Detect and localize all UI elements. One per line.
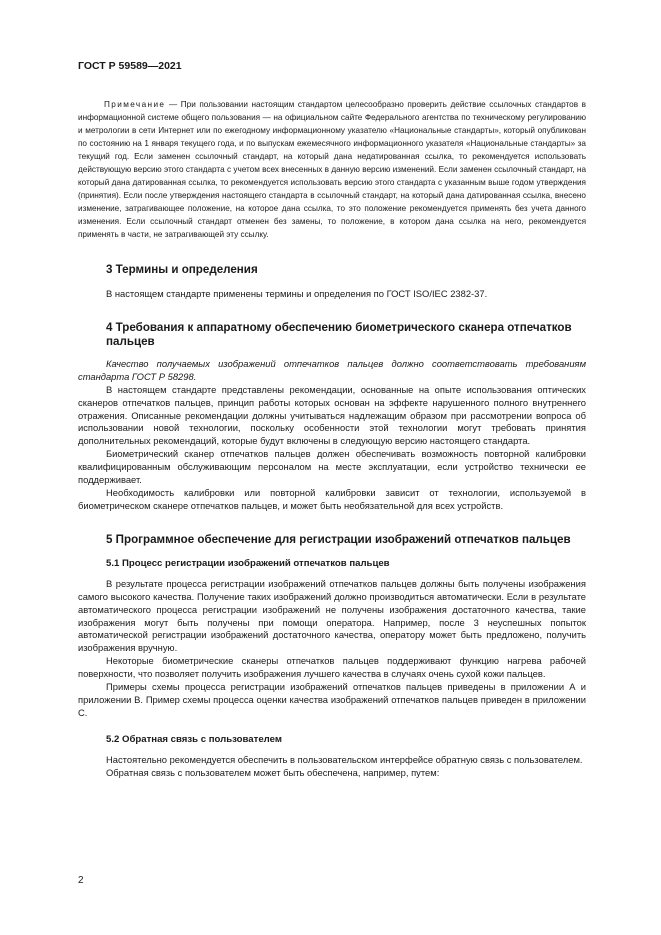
section-4-paragraph-1: Качество получаемых изображений отпечатков пальцев должно соответствовать требованиям стандарта ГОСТ Р 58298. <box>78 357 586 382</box>
document-code-header: ГОСТ Р 59589—2021 <box>78 60 182 72</box>
subsection-5-1-paragraph-2: Некоторые биометрические сканеры отпечатков пальцев поддерживают функцию нагрева рабочей поверхности, что позволяет получить изображения лучшего качества в случаях очень сухой кожи пальцев. <box>78 655 586 680</box>
subsection-5-1-title: 5.1 Процесс регистрации изображений отпечатков пальцев <box>106 557 390 569</box>
page-content <box>78 98 586 780</box>
subsection-5-1-paragraph-1: В результате процесса регистрации изображений отпечатков пальцев должны быть получены изображения самого высокого качества. Получение таких изображений должно производиться автоматически. Если в результате автоматического процесса регистрации изображений не получены изображения достаточного качества, такие изображения могут быть получены при помощи оператора. Например, после 3 неуспешных попыток автоматической регистрации изображений достаточного качества, оператору может быть предложено, получить изображения вручную. <box>78 577 586 654</box>
subsection-5-2-paragraph-1: Настоятельно рекомендуется обеспечить в пользовательском интерфейсе обратную связь с пользователем. <box>106 753 583 765</box>
subsection-5-1-paragraph-3: Примеры схемы процесса регистрации изображений отпечатков пальцев приведены в приложении А и приложении В. Пример схемы процесса оценки качества изображений отпечатков пальцев приведен в приложении С. <box>78 681 586 718</box>
page-number: 2 <box>78 875 84 886</box>
note-label: Примечание <box>104 100 166 109</box>
section-4-paragraph-2: В настоящем стандарте представлены рекомендации, основанные на опыте использования оптических сканеров отпечатков пальцев, принцип работы которых основан на эффекте нарушенного полного внутреннего отражения. Описанные рекомендации должны учитываться надлежащим образом при рассмотрении вопроса об использовании новой технологии, поскольку особенности этой технологии могут требовать принятия дополнительных рекомендаций, которые будут включены в следующую версию настоящего стандарта. <box>78 383 586 447</box>
section-4-title: 4 Требования к аппаратному обеспечению биометрического сканера отпечатков пальцев <box>106 320 572 348</box>
note-text: — При пользовании настоящим стандартом целесообразно проверить действие ссылочных стандартов в информационной системе общего пользования — на официальном сайте Федерального агентства по техническому регулированию и метрологии в сети Интернет или по ежегодному информационному указателю «Национальные стандарты», который опубликован по состоянию на 1 января текущего года, и по выпускам ежемесячного информационного указателя «Национальные стандарты» за текущий год. Если заменен ссылочный стандарт, на который дана недатированная ссылка, то рекомендуется использовать действующую версию этого стандарта с учетом всех внесенных в данную версию изменений. Если заменен ссылочный стандарт, на который дана датированная ссылка, то рекомендуется использовать версию этого стандарта с указанным выше годом утверждения (принятия). Если после утверждения настоящего стандарта в ссылочный стандарт, на который дана датированная ссылка, внесено изменение, затрагивающее положение, на которое дана ссылка, то это положение рекомендуется применять без учета данного изменения. Если ссылочный стандарт отменен без замены, то положение, в котором дана ссылка на него, рекомендуется применять в части, не затрагивающей эту ссылку. <box>78 100 586 239</box>
section-4-paragraph-4: Необходимость калибровки или повторной калибровки зависит от технологии, используемой в биометрическом сканере отпечатков пальцев, и может быть необязательной для всех устройств. <box>78 486 586 511</box>
section-3-text: В настоящем стандарте применены термины и определения по ГОСТ ISO/IEC 2382-37. <box>106 288 488 299</box>
section-4-paragraph-3: Биометрический сканер отпечатков пальцев должен обеспечивать возможность повторной калибровки квалифицированным обслуживающим персоналом на месте эксплуатации, если устройство технически ее поддерживает. <box>78 448 586 486</box>
subsection-5-2-title: 5.2 Обратная связь с пользователем <box>106 733 282 745</box>
subsection-5-2-paragraph-2: Обратная связь с пользователем может быть обеспечена, например, путем: <box>106 766 440 778</box>
section-3-title: 3 Термины и определения <box>106 263 258 276</box>
note-paragraph <box>78 98 586 241</box>
section-5-title: 5 Программное обеспечение для регистрации изображений отпечатков пальцев <box>106 532 571 546</box>
